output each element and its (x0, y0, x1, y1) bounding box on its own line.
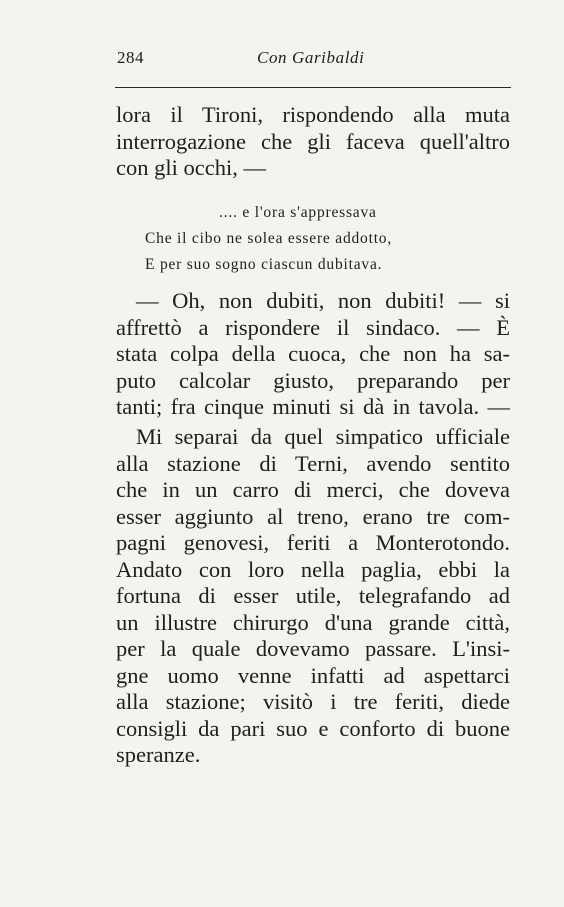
text-line: stata colpa della cuoca, che non ha sa- (116, 341, 510, 366)
text-line: puto calcolar giusto, preparando per (116, 367, 510, 393)
text-line: Mi separai da quel simpatico ufficiale (136, 424, 510, 449)
paragraph-3 (116, 424, 510, 769)
text-line: tanti; fra cinque minuti si dà in tavola. — (116, 394, 510, 419)
text-line: un illustre chirurgo d'una grande città, (116, 609, 510, 635)
text-line: interrogazione che gli faceva quell'altro (116, 128, 510, 154)
verse-line: Che il cibo ne solea essere addotto, (145, 230, 393, 247)
text-line: speranze. (116, 742, 201, 767)
running-title: Con Garibaldi (257, 48, 365, 67)
text-line: fortuna di esser utile, telegrafando ad (116, 583, 510, 608)
text-line: alla stazione di Terni, avendo sentito (116, 450, 510, 476)
text-line: per la quale dovevamo passare. L'insi- (116, 636, 510, 661)
text-line: che in un carro di merci, che doveva (116, 477, 510, 502)
header-rule (115, 87, 511, 88)
text-line: affrettò a rispondere il sindaco. — È (116, 314, 510, 340)
verse-line: E per suo sogno ciascun dubitava. (145, 256, 383, 273)
text-line: alla stazione; visitò i tre feriti, diede (116, 689, 510, 714)
page-number: 284 (117, 48, 144, 67)
paragraph-2 (116, 288, 510, 421)
text-line: Andato con loro nella paglia, ebbi la (116, 556, 510, 582)
verse-quotation (145, 200, 475, 278)
text-line: pagni genovesi, feriti a Monterotondo. (116, 530, 510, 555)
text-line: esser aggiunto al treno, erano tre com- (116, 503, 510, 529)
verse-line: .... e l'ora s'appressava (219, 204, 377, 221)
text-line: gne uomo venne infatti ad aspettarci (116, 662, 510, 688)
text-line: consigli da pari suo e conforto di buone (116, 715, 510, 741)
text-line: con gli occhi, — (116, 155, 266, 180)
text-line: — Oh, non dubiti, non dubiti! — si (136, 288, 510, 313)
page-header (117, 44, 509, 76)
text-line: lora il Tironi, rispondendo alla muta (116, 102, 510, 127)
paragraph-1 (116, 102, 510, 182)
